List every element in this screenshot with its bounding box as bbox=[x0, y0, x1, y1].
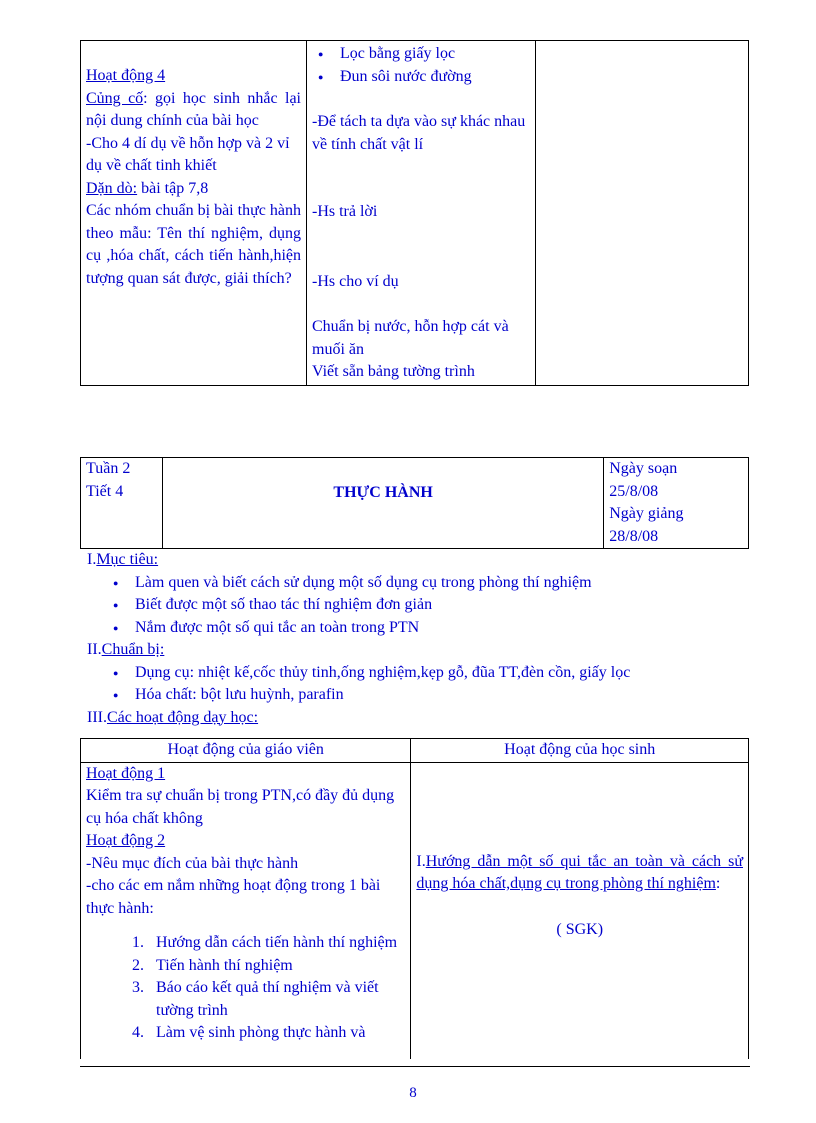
teach-date-label: Ngày giảng bbox=[609, 505, 684, 522]
notes-cell bbox=[536, 41, 749, 386]
group-preparation-paragraph: Các nhóm chuẩn bị bài thực hành theo mẫu: Tên thí nghiệm, dụng cụ ,hóa chất, cách tiến hành,hiện tượng quan sát được, giải thích? bbox=[86, 202, 301, 287]
student-text: Viết sẵn bảng tường trình bbox=[312, 363, 475, 380]
student-text: -Hs cho ví dụ bbox=[312, 272, 399, 290]
student-cell bbox=[307, 41, 536, 386]
student-column-header: Hoạt động của học sinh bbox=[411, 739, 749, 763]
prep-date: 25/8/08 bbox=[609, 482, 659, 500]
activity-4-heading: Hoạt động 4 bbox=[86, 67, 166, 84]
teacher-cell bbox=[81, 41, 307, 386]
preparation-item: ● Dụng cụ: nhiệt kế,cốc thủy tinh,ống nghiệm,kẹp gỗ, đũa TT,đèn cồn, giấy lọc bbox=[107, 662, 767, 685]
student-activities-cell bbox=[411, 762, 749, 1059]
sgk-reference: ( SGK) bbox=[556, 920, 604, 938]
top-activity-table bbox=[80, 40, 749, 386]
step-item: 2. Tiến hành thí nghiệm bbox=[132, 956, 293, 974]
date-cell bbox=[604, 458, 749, 549]
week-label: Tuần 2 bbox=[86, 460, 131, 477]
step-item: 4. Làm vệ sinh phòng thực hành và bbox=[132, 1024, 366, 1041]
teacher-activities-cell bbox=[81, 762, 411, 1059]
period-label: Tiết 4 bbox=[86, 482, 124, 500]
dan-do-line: Dặn dò: bài tập 7,8 bbox=[86, 179, 209, 197]
objective-item: ● Làm quen và biết cách sử dụng một số dụng cụ trong phòng thí nghiệm bbox=[107, 572, 767, 595]
objectives-section bbox=[87, 549, 767, 729]
activities-heading: III.Các hoạt động dạy học: bbox=[87, 708, 259, 726]
activity-1-text: Kiểm tra sự chuẩn bị trong PTN,có đầy đủ dụng cụ hóa chất không bbox=[86, 787, 395, 827]
table-bottom-rule bbox=[80, 1066, 750, 1067]
example-instruction: -Cho 4 dí dụ về hỗn hợp và 2 vỉ dụ về chất tinh khiết bbox=[86, 134, 290, 174]
student-text: -Để tách ta dựa vào sự khác nhau về tính chất vật lí bbox=[312, 113, 526, 153]
objectives-heading: I.Mục tiêu: bbox=[87, 551, 159, 568]
activity-2-line: -Nêu mục đích của bài thực hành bbox=[86, 854, 299, 872]
lesson-header-table bbox=[80, 457, 749, 549]
objective-item: ● Nắm được một số qui tắc an toàn trong PTN bbox=[107, 617, 767, 640]
preparation-item: ● Hóa chất: bột lưu huỳnh, parafin bbox=[107, 684, 767, 707]
title-cell bbox=[162, 458, 603, 549]
activity-1-heading: Hoạt động 1 bbox=[86, 764, 166, 782]
student-text: Chuẩn bị nước, hỗn hợp cát và muối ăn bbox=[312, 318, 509, 358]
activity-2-line: -cho các em nắm những hoạt động trong 1 bài thực hành: bbox=[86, 877, 381, 917]
activity-2-heading: Hoạt động 2 bbox=[86, 832, 166, 849]
teach-date: 28/8/08 bbox=[609, 527, 659, 545]
step-item: 1. Hướng dẫn cách tiến hành thí nghiệm bbox=[132, 934, 398, 951]
page-number: 8 bbox=[409, 1085, 417, 1101]
teaching-activities-table bbox=[80, 738, 749, 1059]
cung-co-paragraph: Củng cố: gọi học sinh nhắc lại nội dung chính của bài học bbox=[86, 89, 301, 129]
bullet-item: ● Lọc bằng giấy lọc bbox=[312, 43, 530, 66]
objective-item: ● Biết được một số thao tác thí nghiệm đơn giản bbox=[107, 594, 767, 617]
week-cell bbox=[81, 458, 163, 549]
step-item: 3. Báo cáo kết quả thí nghiệm và viết tường trình bbox=[132, 979, 379, 1019]
prep-date-label: Ngày soạn bbox=[609, 460, 678, 477]
safety-heading: I.Hướng dẫn một số qui tắc an toàn và cách sử dụng hóa chất,dụng cụ trong phòng thí nghiệm: bbox=[416, 852, 743, 892]
preparation-heading: II.Chuẩn bị: bbox=[87, 641, 165, 658]
bullet-item: ● Đun sôi nước đường bbox=[312, 66, 530, 89]
teacher-column-header: Hoạt động của giáo viên bbox=[81, 739, 411, 763]
lesson-title: THỰC HÀNH bbox=[333, 483, 433, 501]
student-text: -Hs trả lời bbox=[312, 203, 378, 220]
